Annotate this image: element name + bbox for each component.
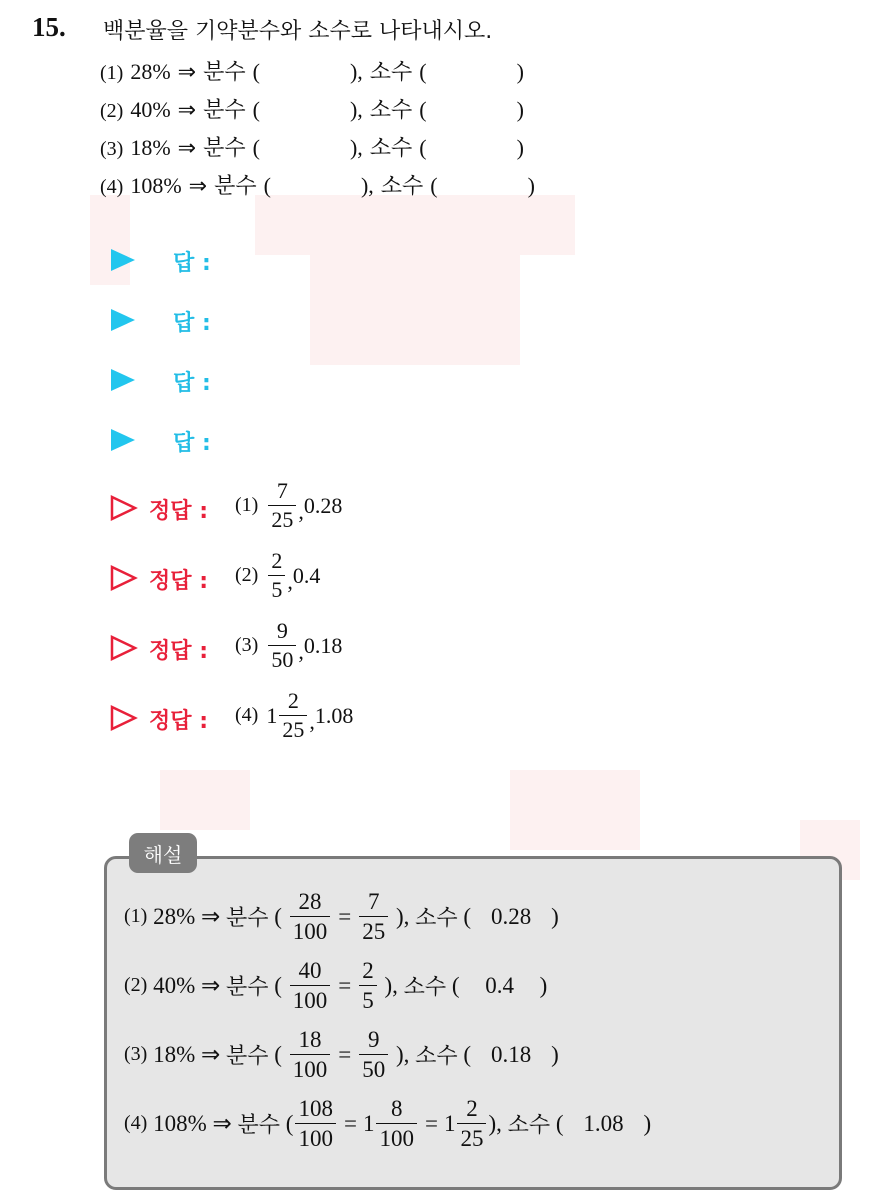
solution-fraction: $\frac{2}{25}$: [279, 690, 307, 741]
paren-close: ): [527, 173, 535, 198]
solution-value: (4) 1 $\frac{2}{25}$ , 1.08: [235, 688, 354, 742]
explanation-row: (3) 18% ⇒ 분수 ( $\frac{18}{100}$ = $\frac{9}{50}$ ) , 소수 ( 0.18 ): [124, 1027, 559, 1082]
fraction: $\frac{18}{100}$: [290, 1028, 331, 1081]
explanation-title: 해설: [129, 833, 197, 873]
item-label: (3): [100, 138, 124, 160]
row-decimal: 0.28: [490, 903, 532, 929]
fraction: $\frac{108}{100}$: [295, 1097, 336, 1150]
answer-triangle-icon: [111, 369, 135, 391]
item-label: (2): [100, 100, 124, 122]
implies-arrow: ⇒: [201, 1041, 221, 1068]
fraction-word: 분수: [203, 136, 246, 161]
fraction-word: 분수: [214, 174, 257, 199]
solution-decimal: 0.18: [303, 632, 343, 658]
paren-open: (: [419, 135, 427, 160]
solution-triangle-icon: [110, 705, 138, 731]
question-item: [100, 169, 535, 200]
decimal-word: 소수: [369, 60, 413, 85]
row-decimal: 1.08: [583, 1110, 624, 1136]
decimal-word: 소수: [507, 1113, 551, 1138]
paren-open: (: [252, 135, 260, 160]
paren-open: (: [419, 59, 427, 84]
watermark-shape: [160, 770, 250, 830]
fraction: $\frac{28}{100}$: [290, 890, 331, 943]
fraction: $\frac{7}{25}$: [359, 890, 388, 943]
solution-label: 정답 :: [149, 639, 208, 664]
solution-label: 정답 :: [149, 499, 208, 524]
fraction: $\frac{8}{100}$: [376, 1097, 417, 1150]
mixed-whole: 1: [266, 702, 278, 728]
paren-open: (: [285, 1110, 294, 1136]
answer-triangle-icon: [111, 249, 135, 271]
implies-arrow: ⇒: [201, 903, 221, 930]
answer-triangle-icon: [111, 309, 135, 331]
solution-triangle-icon: [110, 635, 138, 661]
row-decimal: 0.18: [490, 1041, 532, 1067]
paren-close: ): [516, 59, 524, 84]
solution-value: (2) $\frac{2}{5}$ , 0.4: [235, 548, 321, 602]
paren-open: (: [252, 59, 260, 84]
solution-item-label: (1): [235, 494, 259, 516]
solution-fraction: $\frac{7}{25}$: [268, 480, 296, 531]
fraction-word: 분수: [203, 98, 246, 123]
paren-open: (: [274, 972, 282, 998]
answer-label: 답 :: [173, 371, 211, 396]
decimal-word: 소수: [403, 975, 447, 1000]
implies-arrow: ⇒: [177, 60, 197, 85]
paren-close: ): [516, 97, 524, 122]
paren-close: ): [349, 97, 358, 122]
item-percent: 18%: [130, 135, 171, 160]
paren-open: (: [419, 97, 427, 122]
row-label: (3): [124, 1043, 148, 1065]
item-percent: 28%: [130, 59, 171, 84]
comma: ,: [368, 173, 374, 198]
explanation-row: (2) 40% ⇒ 분수 ( $\frac{40}{100}$ = $\frac{2}{5}$ ) , 소수 ( 0.4 ): [124, 958, 548, 1013]
row-percent: 28%: [153, 903, 196, 929]
paren-close: ): [516, 135, 524, 160]
implies-arrow: ⇒: [201, 972, 221, 999]
solution-fraction: $\frac{2}{5}$: [268, 550, 285, 601]
row-decimal: 0.4: [485, 972, 514, 998]
fraction-word: 분수: [226, 1044, 269, 1069]
solution-fraction: $\frac{9}{50}$: [268, 620, 296, 671]
question-item: [100, 55, 524, 86]
comma: ,: [357, 97, 363, 122]
item-label: (4): [100, 176, 124, 198]
explanation-row: (1) 28% ⇒ 분수 ( $\frac{28}{100}$ = $\frac{7}{25}$ ) , 소수 ( 0.28 ): [124, 889, 559, 944]
solution-value: (3) $\frac{9}{50}$ , 0.18: [235, 618, 343, 672]
decimal-word: 소수: [415, 906, 458, 931]
paren-open: (: [274, 1041, 282, 1067]
paren-open: (: [252, 97, 260, 122]
answer-label: 답 :: [173, 311, 211, 336]
implies-arrow: ⇒: [188, 174, 208, 199]
watermark-shape: [90, 195, 130, 285]
row-label: (2): [124, 974, 148, 996]
answer-triangle-icon: [111, 429, 135, 451]
item-percent: 108%: [130, 173, 182, 198]
row-label: (1): [124, 905, 148, 927]
answer-label: 답 :: [173, 431, 211, 456]
row-percent: 108%: [153, 1110, 207, 1136]
row-label: (4): [124, 1112, 148, 1134]
question-item: [100, 131, 524, 162]
solution-item-label: (4): [235, 704, 259, 726]
comma: ,: [357, 135, 363, 160]
paren-close: ): [349, 59, 358, 84]
fraction: $\frac{9}{50}$: [359, 1028, 388, 1081]
solution-triangle-icon: [110, 565, 138, 591]
item-label: (1): [100, 62, 124, 84]
fraction: $\frac{40}{100}$: [290, 959, 331, 1012]
implies-arrow: ⇒: [212, 1110, 232, 1137]
explanation-row: (4) 108% ⇒ 분수 ( $\frac{108}{100}$ = 1 $\frac{8}{100}$ = 1 $\frac{2}{25}$ ) , 소수 ( 1.08 ): [124, 1096, 652, 1151]
solution-label: 정답 :: [149, 569, 208, 594]
question-item: [100, 93, 524, 124]
fraction-word: 분수: [226, 906, 269, 931]
watermark-shape: [310, 255, 520, 365]
paren-close: ): [360, 173, 369, 198]
fraction: $\frac{2}{25}$: [457, 1097, 486, 1150]
watermark-shape: [510, 770, 640, 850]
paren-close: ): [349, 135, 358, 160]
fraction-word: 분수: [203, 60, 246, 85]
solution-decimal: 1.08: [314, 702, 354, 728]
paren-open: (: [274, 903, 282, 929]
solution-item-label: (2): [235, 564, 259, 586]
fraction-word: 분수: [226, 975, 269, 1000]
fraction: $\frac{2}{5}$: [359, 959, 377, 1012]
row-percent: 40%: [153, 972, 196, 998]
watermark-shape: [255, 195, 575, 255]
decimal-word: 소수: [369, 98, 413, 123]
solution-item-label: (3): [235, 634, 259, 656]
answer-label: 답 :: [173, 251, 211, 276]
decimal-word: 소수: [369, 136, 413, 161]
fraction-word: 분수: [237, 1113, 281, 1138]
solution-value: (1) $\frac{7}{25}$ , 0.28: [235, 478, 343, 532]
question-prompt: 백분율을 기약분수와 소수로 나타내시오.: [103, 19, 493, 44]
paren-open: (: [263, 173, 271, 198]
implies-arrow: ⇒: [177, 98, 197, 123]
implies-arrow: ⇒: [177, 136, 197, 161]
item-percent: 40%: [130, 97, 171, 122]
solution-decimal: 0.4: [292, 562, 321, 588]
solution-triangle-icon: [110, 495, 138, 521]
row-percent: 18%: [153, 1041, 196, 1067]
question-number: 15.: [32, 12, 66, 42]
decimal-word: 소수: [380, 174, 424, 199]
decimal-word: 소수: [415, 1044, 458, 1069]
comma: ,: [357, 59, 363, 84]
solution-label: 정답 :: [149, 709, 208, 734]
paren-open: (: [430, 173, 438, 198]
solution-decimal: 0.28: [303, 492, 343, 518]
